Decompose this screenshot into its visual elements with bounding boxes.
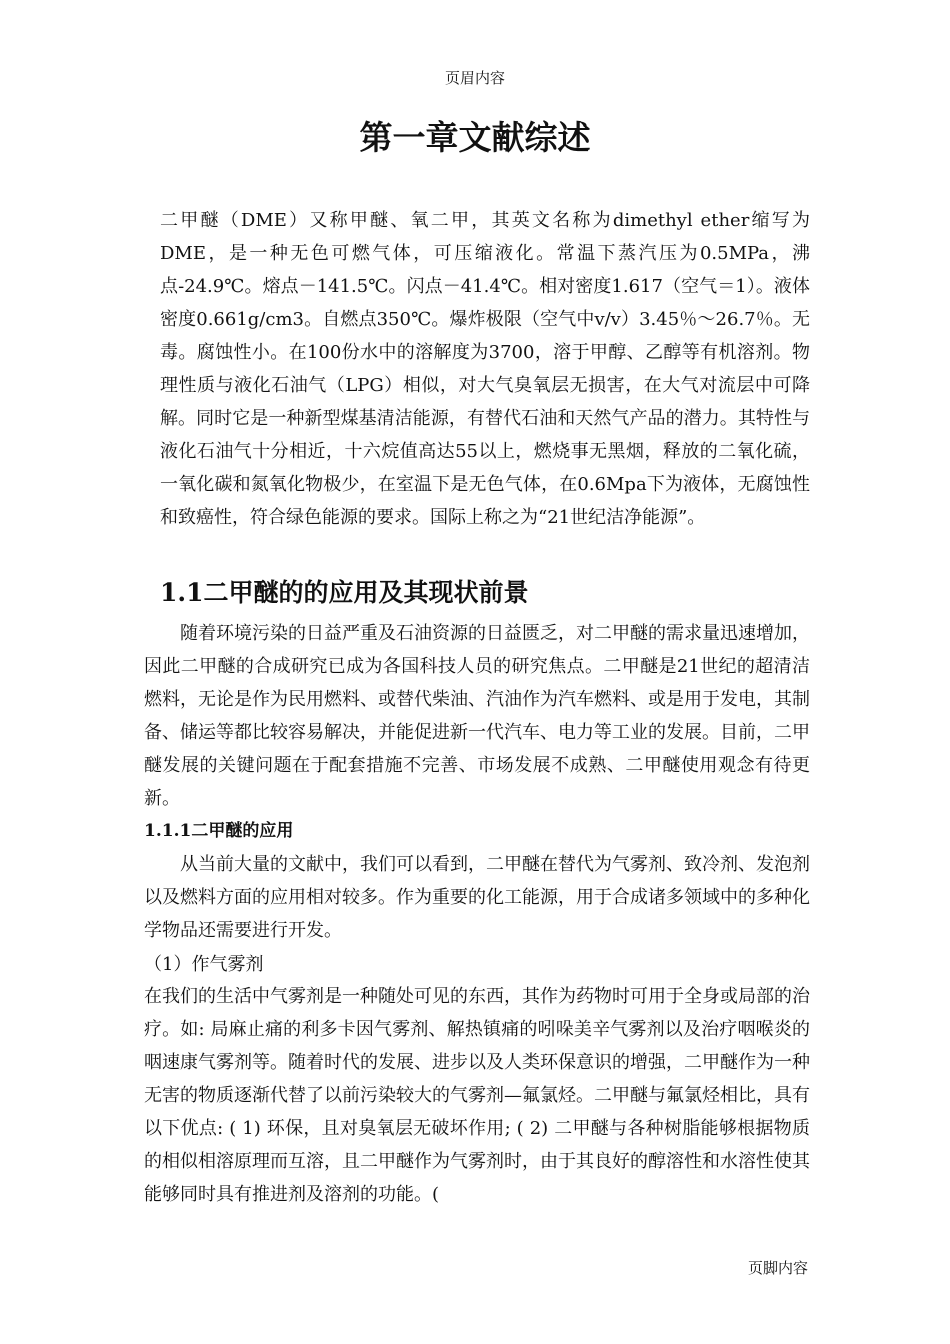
chapter-title: 第一章文献综述 xyxy=(359,118,591,157)
subsection-heading-1-1-1: 1.1.1二甲醚的应用 xyxy=(144,821,294,841)
section-1-1-paragraph: 随着环境污染的日益严重及石油资源的日益匮乏，对二甲醚的需求量迅速增加，因此二甲醚的合成研究已成为各国科技人员的研究焦点。二甲醚是21世纪的超清洁燃料，无论是作为民用燃料、或替代柴油、汽油作为汽车燃料、或是用于发电，其制备、储运等都比较容易解决，并能促进新一代汽车、电力等工业的发展。目前，二甲醚发展的关键问题在于配套措施不完善、市场发展不成熟、二甲醚使用观念有待更新。 xyxy=(144,623,810,809)
intro-paragraph: 二甲醚（DME）又称甲醚、氧二甲，其英文名称为dimethyl ether缩写为DME，是一种无色可燃气体，可压缩液化。常温下蒸汽压为0.5MPa，沸点-24.9℃。熔点－141.5℃。闪点－41.4℃。相对密度1.617（空气＝1）。液体密度0.661g/cm3。自燃点350℃。爆炸极限（空气中v/v）3.45％～26.7％。无毒。腐蚀性小。在100份水中的溶解度为3700，溶于甲醇、乙醇等有机溶剂。物理性质与液化石油气（LPG）相似，对大气臭氧层无损害，在大气对流层中可降解。同时它是一种新型煤基清洁能源，有替代石油和天然气产品的潜力。其特性与液化石油气十分相近，十六烷值高达55以上，燃烧事无黑烟，释放的二氧化硫，一氧化碳和氮氧化物极少，在室温下是无色气体，在0.6Mpa下为液体，无腐蚀性和致癌性，符合绿色能源的要求。国际上称之为“21世纪洁净能源”。 xyxy=(160,210,810,528)
page-header: 页眉内容 xyxy=(444,69,505,87)
section-heading-1-1: 1.1二甲醚的的应用及其现状前景 xyxy=(160,578,529,607)
list-item-paragraph: 在我们的生活中气雾剂是一种随处可见的东西，其作为药物时可用于全身或局部的治疗。如: 局麻止痛的利多卡因气雾剂、解热镇痛的吲哚美辛气雾剂以及治疗咽喉炎的咽速康气雾剂等。随着时代的发展、进步以及人类环保意识的增强，二甲醚作为一种无害的物质逐渐代替了以前污染较大的气雾剂—氟氯烃。二甲醚与氟氯烃相比，具有以下优点: ( 1) 环保，且对臭氧层无破坏作用; ( 2) 二甲醚与各种树脂能够根据物质的相似相溶原理而互溶，且二甲醚作为气雾剂时，由于其良好的醇溶性和水溶性使其能够同时具有推进剂及溶剂的功能。( xyxy=(144,986,810,1205)
list-item-label: （1）作气雾剂 xyxy=(144,954,264,975)
page-footer: 页脚内容 xyxy=(747,1259,808,1277)
subsection-1-1-1-paragraph: 从当前大量的文献中，我们可以看到，二甲醚在替代为气雾剂、致冷剂、发泡剂以及燃料方面的应用相对较多。作为重要的化工能源，用于合成诸多领域中的多种化学物品还需要进行开发。 xyxy=(144,854,810,941)
